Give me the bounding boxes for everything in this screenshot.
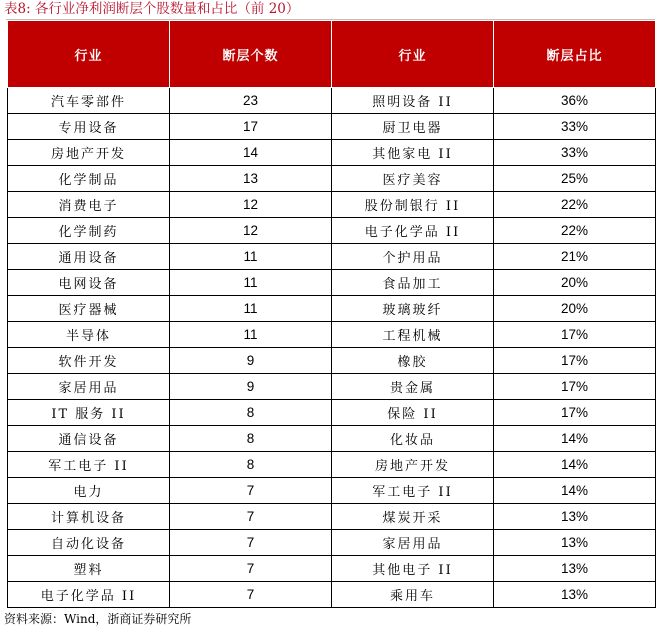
- industry-cell-right: 煤炭开采: [332, 504, 494, 530]
- count-cell: 7: [170, 582, 332, 608]
- table-title: 表8: 各行业净利润断层个股数量和占比（前 20）: [4, 1, 300, 17]
- ratio-cell: 22%: [494, 218, 656, 244]
- table-row: [8, 556, 656, 582]
- industry-cell-right: 个护用品: [332, 244, 494, 270]
- industry-cell-right: 玻璃玻纤: [332, 296, 494, 322]
- table-row: [8, 374, 656, 400]
- industry-cell: 化学制药: [8, 218, 170, 244]
- header-industry-left: 行业: [8, 21, 170, 88]
- industry-cell-right: 保险 II: [332, 400, 494, 426]
- industry-cell: 通用设备: [8, 244, 170, 270]
- count-cell: 14: [170, 140, 332, 166]
- count-cell: 7: [170, 478, 332, 504]
- industry-cell: IT 服务 II: [8, 400, 170, 426]
- industry-cell: 房地产开发: [8, 140, 170, 166]
- industry-cell: 通信设备: [8, 426, 170, 452]
- ratio-cell: 17%: [494, 348, 656, 374]
- table-row: [8, 582, 656, 608]
- count-cell: 17: [170, 114, 332, 140]
- header-industry-right: 行业: [332, 21, 494, 88]
- table-row: [8, 218, 656, 244]
- industry-cell: 自动化设备: [8, 530, 170, 556]
- industry-cell-right: 其他家电 II: [332, 140, 494, 166]
- ratio-cell: 25%: [494, 166, 656, 192]
- ratio-cell: 36%: [494, 88, 656, 114]
- count-cell: 9: [170, 374, 332, 400]
- ratio-cell: 13%: [494, 530, 656, 556]
- count-cell: 23: [170, 88, 332, 114]
- industry-cell: 电子化学品 II: [8, 582, 170, 608]
- industry-cell: 塑料: [8, 556, 170, 582]
- count-cell: 12: [170, 192, 332, 218]
- count-cell: 11: [170, 296, 332, 322]
- table-row: [8, 322, 656, 348]
- industry-cell: 计算机设备: [8, 504, 170, 530]
- ratio-cell: 17%: [494, 322, 656, 348]
- ratio-cell: 21%: [494, 244, 656, 270]
- industry-cell-right: 乘用车: [332, 582, 494, 608]
- ratio-cell: 14%: [494, 452, 656, 478]
- industry-cell: 化学制品: [8, 166, 170, 192]
- industry-cell-right: 橡胶: [332, 348, 494, 374]
- ratio-cell: 13%: [494, 582, 656, 608]
- industry-cell: 半导体: [8, 322, 170, 348]
- table-row: [8, 530, 656, 556]
- industry-cell: 家居用品: [8, 374, 170, 400]
- industry-cell-right: 医疗美容: [332, 166, 494, 192]
- source-note: 资料来源：Wind，浙商证券研究所: [4, 612, 192, 626]
- ratio-cell: 33%: [494, 140, 656, 166]
- table-row: [8, 504, 656, 530]
- count-cell: 11: [170, 270, 332, 296]
- table-header-row: [8, 21, 656, 88]
- table-row: [8, 348, 656, 374]
- industry-cell: 消费电子: [8, 192, 170, 218]
- industry-cell-right: 贵金属: [332, 374, 494, 400]
- count-cell: 8: [170, 452, 332, 478]
- table-row: [8, 400, 656, 426]
- industry-cell: 专用设备: [8, 114, 170, 140]
- table-body: [8, 88, 656, 608]
- industry-cell-right: 食品加工: [332, 270, 494, 296]
- industry-cell-right: 厨卫电器: [332, 114, 494, 140]
- industry-cell: 军工电子 II: [8, 452, 170, 478]
- industry-cell-right: 家居用品: [332, 530, 494, 556]
- ratio-cell: 13%: [494, 504, 656, 530]
- table-row: [8, 296, 656, 322]
- industry-cell-right: 股份制银行 II: [332, 192, 494, 218]
- count-cell: 8: [170, 400, 332, 426]
- ratio-cell: 33%: [494, 114, 656, 140]
- ratio-cell: 17%: [494, 400, 656, 426]
- count-cell: 9: [170, 348, 332, 374]
- industry-cell: 软件开发: [8, 348, 170, 374]
- ratio-cell: 20%: [494, 296, 656, 322]
- count-cell: 12: [170, 218, 332, 244]
- ratio-cell: 17%: [494, 374, 656, 400]
- table-row: [8, 478, 656, 504]
- industry-cell: 医疗器械: [8, 296, 170, 322]
- table-row: [8, 88, 656, 114]
- industry-gap-table: [7, 20, 656, 608]
- industry-cell-right: 化妆品: [332, 426, 494, 452]
- count-cell: 11: [170, 322, 332, 348]
- table-row: [8, 166, 656, 192]
- table-row: [8, 114, 656, 140]
- industry-cell-right: 照明设备 II: [332, 88, 494, 114]
- table-row: [8, 140, 656, 166]
- ratio-cell: 13%: [494, 556, 656, 582]
- industry-cell: 电网设备: [8, 270, 170, 296]
- count-cell: 8: [170, 426, 332, 452]
- table-row: [8, 192, 656, 218]
- header-count: 断层个数: [170, 21, 332, 88]
- ratio-cell: 22%: [494, 192, 656, 218]
- industry-cell-right: 电子化学品 II: [332, 218, 494, 244]
- industry-cell-right: 其他电子 II: [332, 556, 494, 582]
- count-cell: 11: [170, 244, 332, 270]
- table-row: [8, 244, 656, 270]
- ratio-cell: 14%: [494, 478, 656, 504]
- industry-cell-right: 房地产开发: [332, 452, 494, 478]
- header-ratio: 断层占比: [494, 21, 656, 88]
- ratio-cell: 20%: [494, 270, 656, 296]
- table-row: [8, 426, 656, 452]
- count-cell: 7: [170, 556, 332, 582]
- count-cell: 13: [170, 166, 332, 192]
- table-row: [8, 452, 656, 478]
- industry-cell: 电力: [8, 478, 170, 504]
- ratio-cell: 14%: [494, 426, 656, 452]
- industry-cell-right: 军工电子 II: [332, 478, 494, 504]
- industry-cell: 汽车零部件: [8, 88, 170, 114]
- count-cell: 7: [170, 530, 332, 556]
- industry-cell-right: 工程机械: [332, 322, 494, 348]
- table-row: [8, 270, 656, 296]
- count-cell: 7: [170, 504, 332, 530]
